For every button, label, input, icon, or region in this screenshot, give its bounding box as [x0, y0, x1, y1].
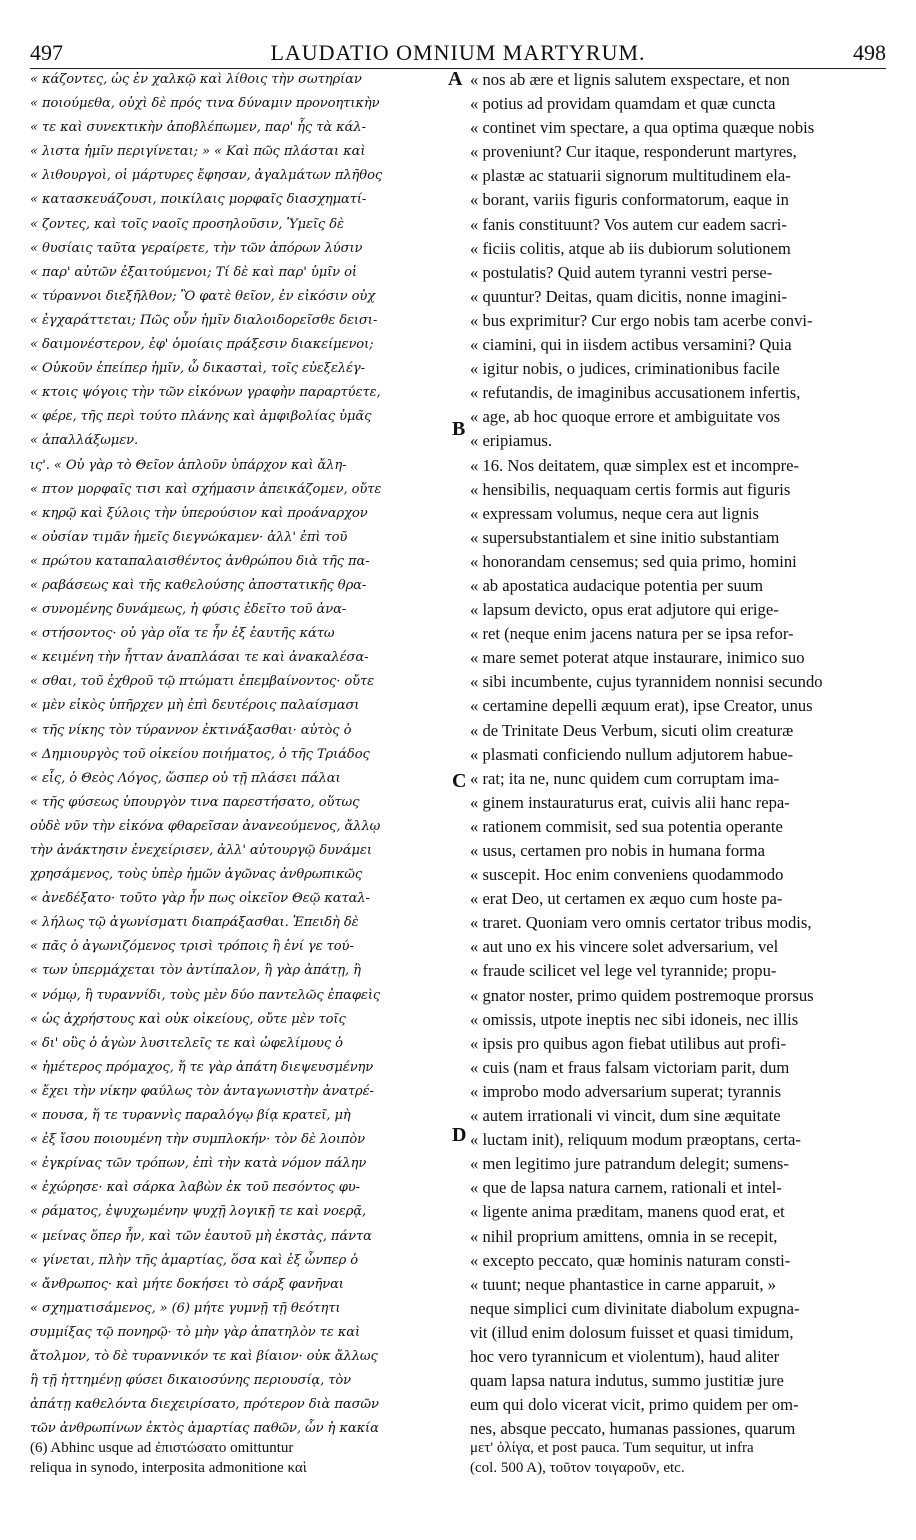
latin-text-line: « luctam init), reliquum modum præoptans, certa- — [470, 1130, 801, 1150]
latin-text-line: « postulatis? Quid autem tyranni vestri perse- — [470, 262, 773, 282]
greek-text-line: ἀπάτῃ καθελόντα διεχειρίσατο, πρότερον διὰ πασῶν — [30, 1397, 379, 1413]
latin-text-line: « borant, variis figuris conformatorum, eaque in — [470, 190, 789, 210]
greek-text-line: « ἔχει τὴν νίκην φαύλως τὸν ἀνταγωνιστὴν ἀνατρέ- — [30, 1083, 374, 1099]
latin-text-line: « ligente anima præditam, manens quod erat, et — [470, 1202, 785, 1222]
latin-text-line: « omissis, utpote ineptis nec sibi idoneis, nec illis — [470, 1009, 799, 1029]
latin-text-line: « tuunt; neque phantastice in carne apparuit, » — [470, 1274, 776, 1294]
latin-text-line: « igitur nobis, o judices, criminationibus facile — [470, 359, 780, 379]
greek-text-line: « ὡς ἀχρήστους καὶ οὐκ οἰκείους, οὔτε μὲν τοῖς — [30, 1011, 346, 1027]
margin-marker-c: C — [452, 770, 467, 792]
greek-text-line: « τῆς νίκης τὸν τύραννον ἐκτινάξασθαι· αὐτὸς ὁ — [30, 722, 352, 738]
latin-text-line: « lapsum devicto, opus erat adjutore qui erige- — [470, 600, 779, 620]
latin-text-line: « suscepit. Hoc enim conveniens quodammodo — [470, 865, 784, 885]
greek-text-line: « ἐχώρησε· καὶ σάρκα λαβὼν ἐκ τοῦ πεσόντος φυ- — [30, 1180, 360, 1196]
greek-text-line: « ζοντες, καὶ τοῖς ναοῖς προσηλοῦσιν, Ὑμεῖς δὲ — [30, 216, 344, 232]
greek-text-line: « φέρε, τῆς περὶ τούτο πλάνης καὶ ἀμφιβολίας ὑμᾶς — [30, 409, 372, 425]
margin-marker-d: D — [452, 1124, 467, 1146]
latin-text-line: « rationem commisit, sed sua potentia operante — [470, 816, 783, 836]
latin-text-line: « fanis constituunt? Vos autem cur eadem sacri- — [470, 214, 787, 234]
page-number-left: 497 — [30, 40, 63, 65]
greek-text-line: « οὐσίαν τιμᾶν ἡμεῖς διεγνώκαμεν· ἀλλ' ἐπὶ τοῦ — [30, 529, 348, 545]
greek-text-line: « λιστα ἡμῖν περιγίνεται; » « Καὶ πῶς πλάσται καὶ — [30, 144, 366, 160]
greek-text-line: « πτον μορφαῖς τισι καὶ σχήμασιν ἀπεικάζομεν, οὔτε — [30, 481, 382, 497]
latin-text-line: « fraude scilicet vel lege vel tyrannide; propu- — [470, 961, 777, 981]
latin-text-line: « que de lapsa natura carnem, rationali et intel- — [470, 1178, 782, 1198]
greek-text-line: συμμίξας τῷ πονηρῷ· τὸ μὴν γὰρ ἀπατηλὸν τε καὶ — [30, 1324, 361, 1340]
greek-text-line: « Οὐκοῦν ἐπείπερ ἡμῖν, ὦ δικασταὶ, τοῖς εὐεξελέγ- — [30, 361, 365, 377]
latin-text-line: « continet vim spectare, a qua optima quæque nobis — [470, 118, 815, 138]
latin-column — [470, 68, 880, 1441]
greek-text-line: « Δημιουργὸς τοῦ οἰκείου ποιήματος, ὁ τῆς Τριάδος — [30, 746, 370, 762]
latin-text-line: « gnator noster, primo quidem postremoque prorsus — [470, 985, 814, 1005]
latin-text-line: neque simplici cum divinitate diabolum expugna- — [470, 1298, 800, 1318]
latin-text-line: « excepto peccato, quæ hominis naturam consti- — [470, 1250, 791, 1270]
latin-text-line: « erat Deo, ut certamen ex æquo cum hoste pa- — [470, 889, 783, 909]
greek-text-line: « σχηματισάμενος, » (6) μήτε γυμνῇ τῇ θεότητι — [30, 1300, 341, 1316]
greek-text-line: « κτοις ψόγοις τὴν τῶν εἰκόνων γραφὴν παραρτύετε, — [30, 385, 381, 401]
greek-text-line: « πᾶς ὁ ἀγωνιζόμενος τρισὶ τρόποις ἢ ἑνί γε τού- — [30, 939, 354, 955]
latin-text-line: « quuntur? Deitas, quam dicitis, nonne imagini- — [470, 286, 788, 306]
greek-text-line: « κάζοντες, ὡς ἐν χαλκῷ καὶ λίθοις τὴν σωτηρίαν — [30, 72, 362, 87]
greek-text-line: χρησάμενος, τοὺς ὑπὲρ ἡμῶν ἀγῶνας ἀνθρωπικῶς — [30, 867, 363, 883]
greek-text-line: « παρ' αὐτῶν ἐξαιτούμενοι; Τί δὲ καὶ παρ' ὑμῖν οἱ — [30, 264, 357, 280]
greek-text-line: « ἐγκρίνας τῶν τρόπων, ἐπὶ τὴν κατὰ νόμον πάλην — [30, 1156, 367, 1172]
latin-text-line: « rat; ita ne, nunc quidem cum corruptam ima- — [470, 768, 780, 788]
footnote-line: (6) Abhinc usque ad ἐπιστώσατο omittuntur — [30, 1440, 294, 1456]
margin-marker-a: A — [448, 68, 463, 90]
greek-text-line: « ποιούμεθα, οὐχὶ δὲ πρός τινα δύναμιν προνοητικὴν — [30, 96, 380, 112]
greek-text-line: « στήσοντος· οὐ γὰρ οἵα τε ἦν ἐξ ἑαυτῆς κάτω — [30, 626, 335, 642]
greek-text-line: « λήλως τῷ ἀγωνίσματι διαπράξασθαι. Ἐπειδὴ δὲ — [30, 915, 359, 931]
latin-text-line: « eripiamus. — [470, 431, 553, 451]
latin-text-line: « usus, certamen pro nobis in humana forma — [470, 841, 765, 860]
latin-text-line: « men legitimo jure patrandum delegit; sumens- — [470, 1154, 789, 1174]
latin-text-line: « ciamini, qui in iisdem actibus versamini? Quia — [470, 335, 792, 355]
greek-text-line: οὐδὲ νῦν τὴν εἰκόνα φθαρεῖσαν ἀνανεούμενος, ἄλλῳ — [30, 818, 381, 834]
greek-text-line: « κατασκευάζουσι, ποικίλαις μορφαῖς διασχηματί- — [30, 192, 367, 208]
latin-text-line: vit (illud enim dolosum fuisset et quasi timidum, — [470, 1322, 794, 1342]
footnote-line: μετ' ὀλίγα, et post pauca. Tum sequitur, ut infra — [470, 1440, 754, 1456]
greek-text-line: « πρώτου καταπαλαισθέντος ἀνθρώπου διὰ τῆς πα- — [30, 553, 370, 569]
page-header — [30, 40, 886, 69]
greek-text-line: « ἐξ ἴσου ποιουμένη τὴν συμπλοκήν· τὸν δὲ λοιπὸν — [30, 1132, 366, 1148]
greek-text-line: « δαιμονέστερον, ἐφ' ὁμοίαις πράξεσιν διακείμενοι; — [30, 337, 374, 353]
latin-text-line: « de Trinitate Deus Verbum, sicuti olim creaturæ — [470, 720, 794, 740]
latin-text-line: « plastæ ac statuarii signorum multitudinem ela- — [470, 166, 791, 186]
latin-text-line: « age, ab hoc quoque errore et ambiguitate vos — [470, 407, 781, 427]
margin-marker-b: B — [452, 418, 466, 440]
greek-text-line: « θυσίαις ταῦτα γεραίρετε, τὴν τῶν ἀπόρων λύσιν — [30, 240, 363, 256]
greek-text-line: ις'. « Οὐ γὰρ τὸ Θεῖον ἁπλοῦν ὑπάρχον καὶ ἄλη- — [30, 457, 347, 473]
footnote-line: reliqua in synodo, interposita admonitione καὶ — [30, 1460, 307, 1476]
greek-text-line: « μὲν εἰκὸς ὑπῆρχεν μὴ ἐπὶ δευτέροις παλαίσμασι — [30, 698, 360, 714]
latin-text-line: « potius ad providam quamdam et quæ cuncta — [470, 94, 776, 114]
latin-text-line: « ret (neque enim jacens natura per se ipsa refor- — [470, 624, 794, 644]
greek-text-line: « δι' οὓς ὁ ἀγὼν λυσιτελεῖς τε καὶ ὠφελίμους ὁ — [30, 1035, 343, 1051]
greek-text-line: « εἷς, ὁ Θεὸς Λόγος, ὥσπερ οὐ τῇ πλάσει πάλαι — [30, 770, 341, 786]
latin-text-line: quam lapsa natura indutus, summo justitiæ jure — [470, 1371, 784, 1391]
latin-text-line: « refutandis, de imaginibus accusationem infertis, — [470, 383, 801, 403]
greek-text-line: « των ὑπερμάχεται τὸν ἀντίπαλον, ἢ γὰρ ἀπάτῃ, ἢ — [30, 963, 361, 979]
page-number-right: 498 — [853, 40, 886, 65]
greek-text-line: τὴν ἀνάκτησιν ἐνεχείρισεν, ἀλλ' αὐτουργῷ δυνάμει — [30, 843, 372, 858]
greek-text-line: « κειμένη τὴν ἧτταν ἀναπλάσαι τε καὶ ἀνακαλέσα- — [30, 650, 369, 666]
latin-text-line: « ginem instauraturus erat, cuivis alii hanc repa- — [470, 792, 790, 812]
greek-text-line: τῶν ἀνθρωπίνων ἐκτὸς ἁμαρτίας παθῶν, ὧν ἡ κακία — [30, 1421, 379, 1437]
latin-text-line: « supersubstantialem et sine initio substantiam — [470, 527, 780, 547]
latin-text-line: « hensibilis, nequaquam certis formis aut figuris — [470, 479, 791, 499]
latin-text-line: « certamine depelli æquum erat), ipse Creator, unus — [470, 696, 813, 716]
latin-text-line: eum qui dolo vicerat vicit, primo quidem per om- — [470, 1395, 799, 1415]
latin-text-line: « ficiis colitis, atque ab iis dubiorum solutionem — [470, 238, 791, 258]
greek-text-line: « ράματος, ἐψυχωμένην ψυχῇ λογικῇ τε καὶ νοερᾷ, — [30, 1204, 367, 1220]
latin-text-line: « expressam volumus, neque cera aut lignis — [470, 503, 759, 523]
latin-text-line: « mare semet poterat atque instaurare, inimico suo — [470, 648, 805, 668]
latin-text-line: « autem irrationali vi vincit, dum sine æquitate — [470, 1106, 781, 1126]
greek-text-line: « πουσα, ἥ τε τυραννὶς παραλόγῳ βίᾳ κρατεῖ, μὴ — [30, 1108, 351, 1124]
latin-text-line: « cuis (nam et fraus falsam victoriam parit, dum — [470, 1057, 790, 1077]
greek-text-line: « λιθουργοὶ, οἱ μάρτυρες ἔφησαν, ἀγαλμάτων πλῆθος — [30, 168, 383, 184]
greek-text-line: « γίνεται, πλὴν τῆς ἁμαρτίας, ὅσα καὶ ἐξ ὧνπερ ὁ — [30, 1252, 359, 1268]
greek-text-line: « ραβάσεως καὶ τῆς καθελούσης ἀποστατικῆς θρα- — [30, 577, 367, 593]
greek-text-line: ἢ τῇ ἡττημένῃ φύσει δικαιοσύνης περιουσίᾳ, τὸν — [30, 1373, 352, 1389]
latin-text-line: « improbo modo adversarium superat; tyrannis — [470, 1081, 782, 1101]
latin-text-line: « ab apostatica audacique potentia per suum — [470, 575, 764, 595]
greek-text-line: « τε καὶ συνεκτικὴν ἀποβλέπωμεν, παρ' ἧς τὰ κάλ- — [30, 120, 366, 136]
greek-text-line: « μείνας ὅπερ ἦν, καὶ τῶν ἑαυτοῦ μὴ ἐκστὰς, πάντα — [30, 1228, 372, 1244]
greek-text-line: « σθαι, τοῦ ἐχθροῦ τῷ πτώματι ἐπεμβαίνοντος· οὔτε — [30, 674, 375, 690]
latin-text-line: « traret. Quoniam vero omnis certator tribus modis, — [470, 913, 812, 933]
latin-text-line: « ipsis pro quibus agon fiebat utilibus aut profi- — [470, 1033, 787, 1053]
greek-text-line: « ἄνθρωπος· καὶ μήτε δοκήσει τὸ σάρξ φανῆναι — [30, 1276, 344, 1292]
greek-text-line: « νόμῳ, ἢ τυραννίδι, τοὺς μὲν δύο παντελῶς ἐπαφεὶς — [30, 987, 381, 1003]
greek-text-line: « τῆς φύσεως ὑπουργὸν τινα παρεστήσατο, οὕτως — [30, 794, 360, 810]
latin-text-line: « aut uno ex his vincere solet adversarium, vel — [470, 937, 779, 957]
greek-text-line: « ἀπαλλάξωμεν. — [30, 433, 139, 449]
latin-text-line: « proveniunt? Cur itaque, responderunt martyres, — [470, 142, 797, 162]
greek-text-line: « ἡμέτερος πρόμαχος, ἥ τε γὰρ ἀπάτη διεψευσμένην — [30, 1059, 374, 1075]
greek-text-line: ἄτολμον, τὸ δὲ τυραννικόν τε καὶ βίαιον· οὐκ ἄλλως — [30, 1348, 378, 1364]
latin-text-line: « nihil proprium amittens, omnia in se recepit, — [470, 1226, 778, 1246]
running-title: LAUDATIO OMNIUM MARTYRUM. — [270, 40, 646, 65]
greek-text-line: « κηρῷ καὶ ξύλοις τὴν ὑπερούσιον καὶ προάναρχον — [30, 505, 368, 521]
footnote-line: (col. 500 A), τοῦτον τοιγαροῦν, etc. — [470, 1460, 685, 1476]
latin-text-line: « sibi incumbente, cujus tyrannidem nonnisi secundo — [470, 672, 823, 692]
latin-text-line: « honorandam censemus; sed quia primo, homini — [470, 551, 797, 571]
greek-text-line: « ἐγχαράττεται; Πῶς οὖν ἡμῖν διαλοιδορεῖσθε δεισι- — [30, 312, 378, 328]
latin-text-line: « nos ab ære et lignis salutem exspectare, et non — [470, 70, 790, 89]
latin-text-line: « bus exprimitur? Cur ergo nobis tam acerbe convi- — [470, 310, 813, 330]
greek-text-line: « τύραννοι διεξῆλθον; Ὃ φατὲ θεῖον, ἐν εἰκόσιν οὐχ — [30, 288, 376, 304]
greek-text-line: « ἀνεδέξατο· τοῦτο γὰρ ἦν πως οἰκεῖον Θεῷ καταλ- — [30, 891, 370, 907]
greek-text-line: « συνομένης δυνάμεως, ἡ φύσις ἐδεῖτο τοῦ ἀνα- — [30, 602, 347, 618]
latin-text-line: hoc vero tyrannicum et violentum), haud aliter — [470, 1346, 780, 1366]
latin-text-line: « 16. Nos deitatem, quæ simplex est et incompre- — [470, 455, 800, 475]
footnote-right — [470, 1438, 880, 1478]
greek-column — [30, 68, 463, 1441]
latin-text-line: nes, absque peccato, humanas passiones, quarum — [470, 1419, 796, 1439]
latin-text-line: « plasmati conficiendo nullum adjutorem habue- — [470, 744, 794, 764]
footnote-left — [30, 1438, 460, 1478]
